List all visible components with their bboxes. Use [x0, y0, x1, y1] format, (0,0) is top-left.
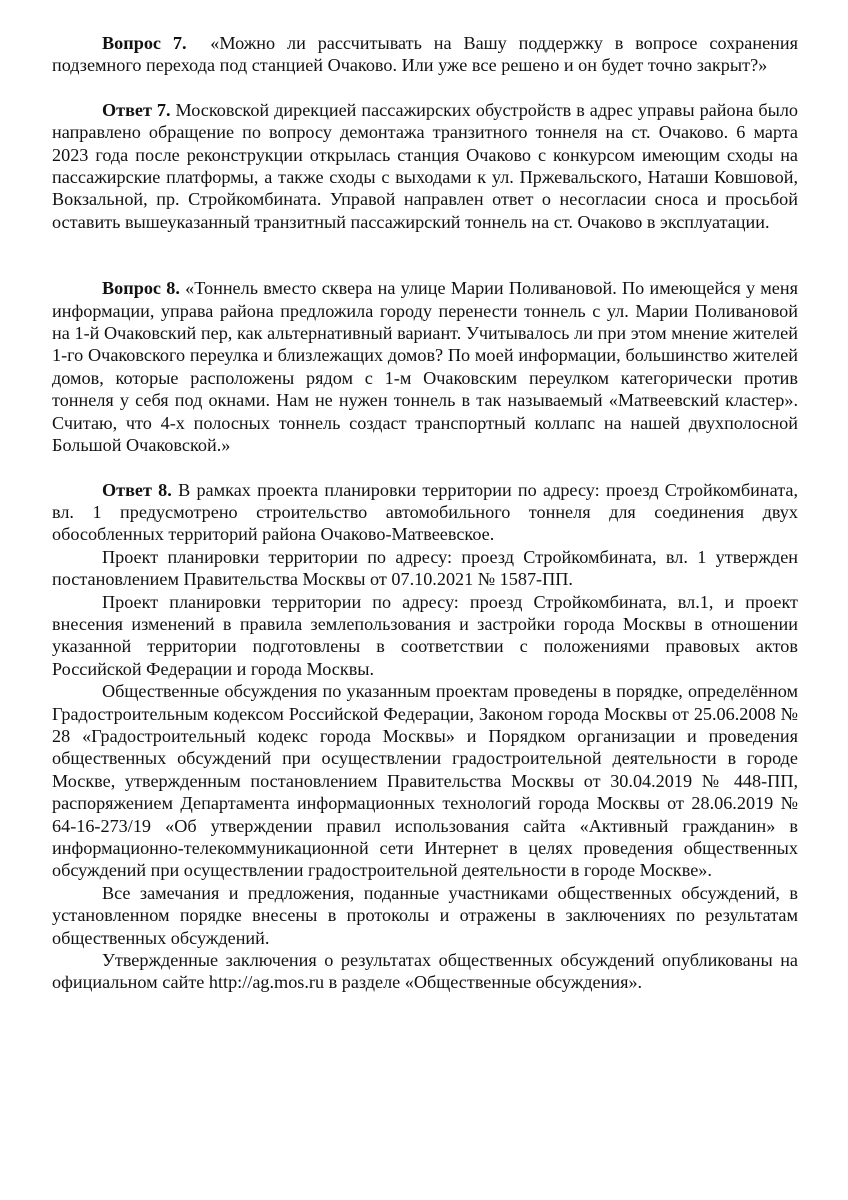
question-7: [52, 32, 798, 77]
answer-8-label: Ответ 8.: [102, 479, 172, 500]
question-7-label: Вопрос 7.: [102, 33, 187, 53]
spacer: [52, 77, 798, 99]
answer-7: [52, 99, 798, 233]
spacer: [52, 457, 798, 479]
answer-8: [52, 479, 798, 546]
answer-8-paragraph-3: Общественные обсуждения по указанным проектам проведены в порядке, определённом Градостроительным кодексом Российской Федерации, Законом города Москвы от 25.06.2008 № 28 «Градостроительный кодекс города Москвы» и Порядком организации и проведения общественных обсуждений при осуществлении градостроительной деятельности в городе Москве, утвержденным постановлением Правительства Москвы от 30.04.2019 № 448-ПП, распоряжением Департамента информационных технологий города Москвы от 28.06.2019 № 64-16-273/19 «Об утверждении правил использования сайта «Активный гражданин» в информационно-телекоммуникационной сети Интернет в целях проведения общественных обсуждений при осуществлении градостроительной деятельности в городе Москве».: [52, 681, 798, 881]
spacer: [52, 233, 798, 277]
answer-8-paragraph-2: Проект планировки территории по адресу: проезд Стройкомбината, вл.1, и проект внесения изменений в правила землепользования и застройки города Москвы в отношении указанной территории подготовлены в соответствии с положениями правовых актов Российской Федерации и города Москвы.: [52, 591, 798, 679]
question-8-label: Вопрос 8.: [102, 278, 180, 299]
answer-8-paragraph-4: Все замечания и предложения, поданные участниками общественных обсуждений, в установленном порядке внесены в протоколы и отражены в заключениях по результатам общественных обсуждений.: [52, 882, 798, 948]
document-page: [52, 32, 798, 994]
answer-7-label: Ответ 7.: [102, 99, 171, 120]
question-8: [52, 277, 798, 456]
answer-8-paragraph-5: Утвержденные заключения о результатах общественных обсуждений опубликованы на официальном сайте http://ag.mos.ru в разделе «Общественные обсуждения».: [52, 950, 798, 993]
answer-8-paragraph-1: Проект планировки территории по адресу: проезд Стройкомбината, вл. 1 утвержден постановлением Правительства Москвы от 07.10.2021 № 1587-ПП.: [52, 546, 798, 590]
answer-7-text: Московской дирекцией пассажирских обустройств в адрес управы района было направлено обращение по вопросу демонтажа транзитного тоннеля на ст. Очаково. 6 марта 2023 года после реконструкции открылась станция Очаково с конкурсом имеющим сходы на пассажирские платформы, а также сходы с выходами к ул. Пржевальского, Наташи Ковшовой, Вокзальной, пр. Стройкомбината. Управой направлен ответ о несогласии сноса и просьбой оставить вышеуказанный транзитный пассажирский тоннель на ст. Очаково в эксплуатации.: [52, 99, 798, 232]
question-7-text: «Можно ли рассчитывать на Вашу поддержку в вопросе сохранения подземного перехода под станцией Очаково. Или уже все решено и он будет точно закрыт?»: [52, 33, 798, 76]
answer-8-text: В рамках проекта планировки территории по адресу: проезд Стройкомбината, вл. 1 предусмотрено строительство автомобильного тоннеля для соединения двух обособленных территорий района Очаково-Матвеевское.: [52, 479, 799, 545]
question-8-text: «Тоннель вместо сквера на улице Марии Поливановой. По имеющейся у меня информации, управа района предложила городу перенести тоннель с ул. Марии Поливановой на 1-й Очаковский пер, как альтернативный вариант. Учитывалось ли при этом мнение жителей 1-го Очаковского переулка и близлежащих домов? По моей информации, большинство жителей домов, которые расположены рядом с 1-м Очаковским переулком категорически против тоннеля у себя под окнами. Нам не нужен тоннель в так называемый «Матвеевский кластер». Считаю, что 4-х полосных тоннель создаст транспортный коллапс на нашей двухполосной Большой Очаковской.»: [52, 278, 798, 456]
